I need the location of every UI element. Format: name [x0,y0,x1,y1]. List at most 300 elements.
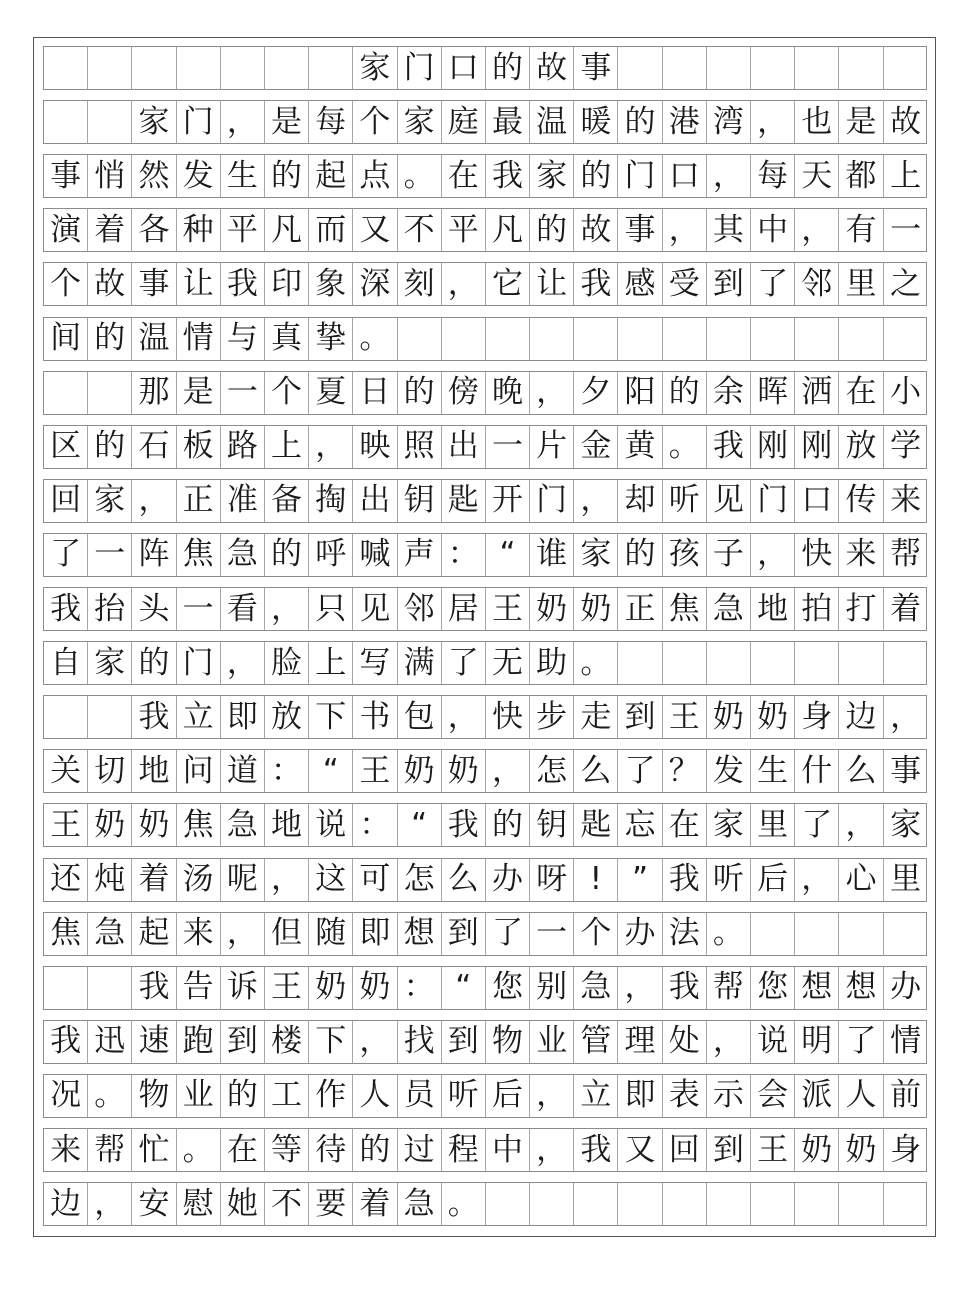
empty-cell [839,47,883,89]
char-cell: 起 [132,913,176,955]
char-cell: 准 [221,480,265,522]
char-cell: 焦 [177,804,221,846]
char-cell: ， [530,1129,574,1171]
char-cell: 我 [663,967,707,1009]
char-cell: 边 [839,696,883,738]
title-char-cell: 家 [353,47,397,89]
char-cell: 焦 [44,913,88,955]
char-cell: 呀 [530,859,574,901]
char-cell: 然 [132,155,176,197]
char-cell: 其 [707,209,751,251]
char-cell: 金 [574,426,618,468]
char-cell: 人 [839,1075,883,1117]
title-char-cell: 门 [398,47,442,89]
char-cell: 开 [486,480,530,522]
char-cell: 看 [221,588,265,630]
char-cell: ， [221,101,265,143]
empty-cell [884,642,928,684]
char-cell: 奶 [353,967,397,1009]
char-cell: 前 [890,1077,922,1114]
grid-row [43,1128,927,1172]
char-cell: 感 [618,263,662,305]
char-cell: 物 [132,1075,176,1117]
char-cell: 奶 [398,750,442,792]
char-cell: 急 [707,588,751,630]
char-cell: 一 [221,372,265,414]
char-cell: 凡 [265,209,309,251]
char-cell: 也 [795,101,839,143]
char-cell: 深 [353,263,397,305]
char-cell: 来 [839,534,883,576]
char-cell: ， [795,209,839,251]
char-cell: 石 [132,426,176,468]
char-cell: 法 [663,913,707,955]
char-cell: 回 [44,480,88,522]
char-cell: 港 [663,101,707,143]
char-cell: 到 [442,913,486,955]
char-cell: 门 [618,155,662,197]
char-cell: ： [442,534,486,576]
char-cell: 上 [890,157,922,194]
char-cell: 抬 [88,588,132,630]
char-cell: 奶 [530,588,574,630]
empty-cell [88,967,132,1009]
char-cell: ？ [663,750,707,792]
char-cell: 的 [353,1129,397,1171]
char-cell: 每 [309,101,353,143]
char-cell: 门 [177,642,221,684]
char-cell: 里 [890,861,922,897]
char-cell: 即 [618,1075,662,1117]
char-cell: 您 [486,967,530,1009]
char-cell: 关 [44,750,88,792]
char-cell: 地 [265,804,309,846]
char-cell: 日 [353,372,397,414]
char-cell: ， [707,155,751,197]
char-cell: 。 [707,913,751,955]
char-cell: 我 [574,1129,618,1171]
char-cell: 门 [177,101,221,143]
grid-row [43,587,927,631]
char-cell: 夏 [309,372,353,414]
char-cell: 发 [177,155,221,197]
char-cell: 平 [221,209,265,251]
char-cell: 诉 [221,967,265,1009]
empty-cell [751,47,795,89]
char-cell: 的 [88,426,132,468]
char-cell: 家 [530,155,574,197]
char-cell: ， [265,588,309,630]
char-cell: 别 [530,967,574,1009]
char-cell: 掏 [309,480,353,522]
empty-cell [618,642,662,684]
char-cell: 王 [486,588,530,630]
char-cell: 了 [486,913,530,955]
char-cell: 夕 [574,372,618,414]
char-cell: 演 [44,209,88,251]
char-cell: 奶 [442,750,486,792]
grid-row [43,100,927,144]
char-cell: 路 [221,426,265,468]
char-cell: 一 [177,588,221,630]
char-cell: 到 [221,1021,265,1063]
char-cell: 挚 [309,318,353,360]
char-cell: 切 [88,750,132,792]
char-cell: 庭 [442,101,486,143]
empty-cell [663,1183,707,1225]
empty-cell [574,318,618,360]
char-cell: 呼 [309,534,353,576]
char-cell: 到 [618,696,662,738]
char-cell: 不 [398,209,442,251]
char-cell: 个 [353,101,397,143]
char-cell: 。 [574,642,618,684]
char-cell: ， [530,1075,574,1117]
empty-cell [707,318,751,360]
char-cell: 悄 [88,155,132,197]
empty-cell [88,101,132,143]
char-cell: 刚 [795,426,839,468]
char-cell: 管 [574,1021,618,1063]
char-cell: 听 [707,859,751,901]
char-cell: 余 [707,372,751,414]
char-cell: 但 [265,913,309,955]
char-cell: 来 [890,482,922,519]
char-cell: 每 [751,155,795,197]
char-cell: 中 [751,209,795,251]
char-cell: 我 [486,155,530,197]
char-cell: 个 [265,372,309,414]
char-cell: 包 [398,696,442,738]
char-cell: 匙 [442,480,486,522]
char-cell: 。 [88,1075,132,1117]
empty-cell [574,1183,618,1225]
char-cell: 跑 [177,1021,221,1063]
char-cell: 走 [574,696,618,738]
char-cell: 下 [309,1021,353,1063]
char-cell: 天 [795,155,839,197]
char-cell: 洒 [795,372,839,414]
empty-cell [618,1183,662,1225]
char-cell: 的 [663,372,707,414]
char-cell: 的 [398,372,442,414]
char-cell: 着 [353,1183,397,1225]
grid-row [43,966,927,1010]
char-cell: 明 [795,1021,839,1063]
char-cell: 我 [574,263,618,305]
char-cell: 的 [618,534,662,576]
char-cell: 急 [398,1183,442,1225]
char-cell: ， [221,642,265,684]
char-cell: 急 [221,534,265,576]
char-cell: 什 [795,750,839,792]
char-cell: 地 [751,588,795,630]
char-cell: 身 [890,1131,922,1168]
empty-cell [618,47,662,89]
char-cell: 道 [221,750,265,792]
char-cell: 奶 [751,696,795,738]
char-cell: 。 [663,426,707,468]
char-cell: 助 [530,642,574,684]
char-cell: 表 [663,1075,707,1117]
char-cell: 还 [44,859,88,901]
empty-cell [751,1183,795,1225]
empty-cell [839,1183,883,1225]
empty-cell [707,1183,751,1225]
char-cell: 我 [707,426,751,468]
char-cell: 正 [177,480,221,522]
char-cell: 等 [265,1129,309,1171]
char-cell: 急 [574,967,618,1009]
char-cell: 的 [574,155,618,197]
char-cell: 又 [353,209,397,251]
char-cell: 它 [486,263,530,305]
empty-cell [751,913,795,955]
char-cell: 奶 [132,804,176,846]
char-cell: ， [839,804,883,846]
char-cell: 喊 [353,534,397,576]
char-cell: “ [486,534,530,576]
char-cell: 着 [890,590,922,627]
char-cell: ， [751,101,795,143]
char-cell: 。 [353,318,397,360]
char-cell: 。 [398,155,442,197]
char-cell: ， [795,859,839,901]
char-cell: 焦 [177,534,221,576]
empty-cell [707,47,751,89]
char-cell: 故 [890,103,922,140]
empty-cell [88,696,132,738]
char-cell: 我 [44,1021,88,1063]
empty-cell [795,913,839,955]
char-cell: 边 [44,1183,88,1225]
empty-cell [795,642,839,684]
char-cell: 脸 [265,642,309,684]
char-cell: 晚 [486,372,530,414]
char-cell: 家 [707,804,751,846]
char-cell: 口 [795,480,839,522]
char-cell: 邻 [398,588,442,630]
char-cell: 着 [132,859,176,901]
empty-cell [751,318,795,360]
empty-cell [265,47,309,89]
char-cell: 您 [751,967,795,1009]
char-cell: 过 [398,1129,442,1171]
empty-cell [486,1183,530,1225]
char-cell: 到 [442,1021,486,1063]
char-cell: 说 [309,804,353,846]
char-cell: ， [530,372,574,414]
char-cell: 自 [44,642,88,684]
char-cell: 家 [88,480,132,522]
empty-cell [751,642,795,684]
char-cell: 身 [795,696,839,738]
char-cell: 生 [751,750,795,792]
grid-row [43,208,927,252]
char-cell: 上 [265,426,309,468]
empty-cell [530,1183,574,1225]
char-cell: 地 [132,750,176,792]
char-cell: 办 [618,913,662,955]
title-char-cell: 口 [442,47,486,89]
empty-cell [884,1183,928,1225]
char-cell: 写 [353,642,397,684]
char-cell: 她 [221,1183,265,1225]
empty-cell [663,642,707,684]
char-cell: 。 [442,1183,486,1225]
char-cell: 派 [795,1075,839,1117]
char-cell: 刻 [398,263,442,305]
char-cell: ， [265,859,309,901]
char-cell: 后 [486,1075,530,1117]
char-cell: 刚 [751,426,795,468]
empty-cell [663,47,707,89]
empty-cell [221,47,265,89]
char-cell: 奶 [574,588,618,630]
char-cell: 听 [442,1075,486,1117]
empty-cell [530,318,574,360]
empty-cell [486,318,530,360]
empty-cell [44,372,88,414]
char-cell: 急 [221,804,265,846]
char-cell: 我 [442,804,486,846]
char-cell: ， [442,263,486,305]
char-cell: ， [707,1021,751,1063]
grid-row [43,533,927,577]
char-cell: 着 [88,209,132,251]
empty-cell [618,318,662,360]
char-cell: 温 [132,318,176,360]
char-cell: 谁 [530,534,574,576]
char-cell: ： [398,967,442,1009]
char-cell: 王 [663,696,707,738]
char-cell: 快 [795,534,839,576]
char-cell: ， [890,698,922,735]
char-cell: 晖 [751,372,795,414]
empty-cell [795,1183,839,1225]
grid-row [43,858,927,902]
grid-row [43,425,927,469]
char-cell: 头 [132,588,176,630]
title-char-cell: 故 [530,47,574,89]
char-cell: 故 [88,263,132,305]
empty-cell [44,47,88,89]
char-cell: 而 [309,209,353,251]
char-cell: 即 [221,696,265,738]
char-cell: 阵 [132,534,176,576]
char-cell: ， [88,1183,132,1225]
char-cell: 见 [707,480,751,522]
char-cell: 示 [707,1075,751,1117]
char-cell: 忘 [618,804,662,846]
char-cell: 帮 [88,1129,132,1171]
char-cell: 情 [177,318,221,360]
char-cell: ， [663,209,707,251]
char-cell: 让 [177,263,221,305]
empty-cell [44,696,88,738]
char-cell: 都 [839,155,883,197]
char-cell: 之 [890,265,922,302]
char-cell: 与 [221,318,265,360]
char-cell: 个 [44,263,88,305]
char-cell: 安 [132,1183,176,1225]
char-cell: 的 [265,534,309,576]
char-cell: 到 [707,1129,751,1171]
char-cell: 忙 [132,1129,176,1171]
char-cell: ， [353,1021,397,1063]
char-cell: 听 [663,480,707,522]
char-cell: 我 [132,696,176,738]
char-cell: 王 [44,804,88,846]
char-cell: 家 [88,642,132,684]
char-cell: 焦 [663,588,707,630]
char-cell: 来 [177,913,221,955]
char-cell: 生 [221,155,265,197]
char-cell: 凡 [486,209,530,251]
char-cell: ! [574,859,618,901]
char-cell: 子 [707,534,751,576]
grid-row [43,371,927,415]
char-cell: 帮 [890,536,922,573]
char-cell: 立 [177,696,221,738]
char-cell: 各 [132,209,176,251]
char-cell: 居 [442,588,486,630]
char-cell: 怎 [398,859,442,901]
char-cell: 象 [309,263,353,305]
empty-cell [88,47,132,89]
char-cell: 了 [44,534,88,576]
char-cell: “ [398,804,442,846]
char-cell: 放 [839,426,883,468]
char-cell: 的 [88,318,132,360]
empty-cell [839,318,883,360]
char-cell: 学 [890,428,922,465]
char-cell: 中 [486,1129,530,1171]
char-cell: 。 [177,1129,221,1171]
char-cell: 么 [574,750,618,792]
char-cell: 匙 [574,804,618,846]
char-cell: 处 [663,1021,707,1063]
char-cell: 映 [353,426,397,468]
char-cell: 在 [839,372,883,414]
char-cell: 炖 [88,859,132,901]
char-cell: 奶 [839,1129,883,1171]
char-cell: 一 [890,211,922,248]
char-cell: 家 [398,101,442,143]
title-char-cell: 的 [486,47,530,89]
char-cell: 奶 [309,967,353,1009]
empty-cell [795,47,839,89]
char-cell: 区 [44,426,88,468]
char-cell: 片 [530,426,574,468]
empty-cell [398,318,442,360]
char-cell: 奶 [707,696,751,738]
char-cell: 备 [265,480,309,522]
char-cell: 快 [486,696,530,738]
grid-row [43,803,927,847]
char-cell: 那 [132,372,176,414]
char-cell: 物 [486,1021,530,1063]
char-cell: 点 [353,155,397,197]
char-cell: 一 [486,426,530,468]
char-cell: 里 [751,804,795,846]
char-cell: ： [353,804,397,846]
char-cell: 是 [177,372,221,414]
empty-cell [839,913,883,955]
char-cell: 种 [177,209,221,251]
char-cell: 告 [177,967,221,1009]
char-cell: 传 [839,480,883,522]
